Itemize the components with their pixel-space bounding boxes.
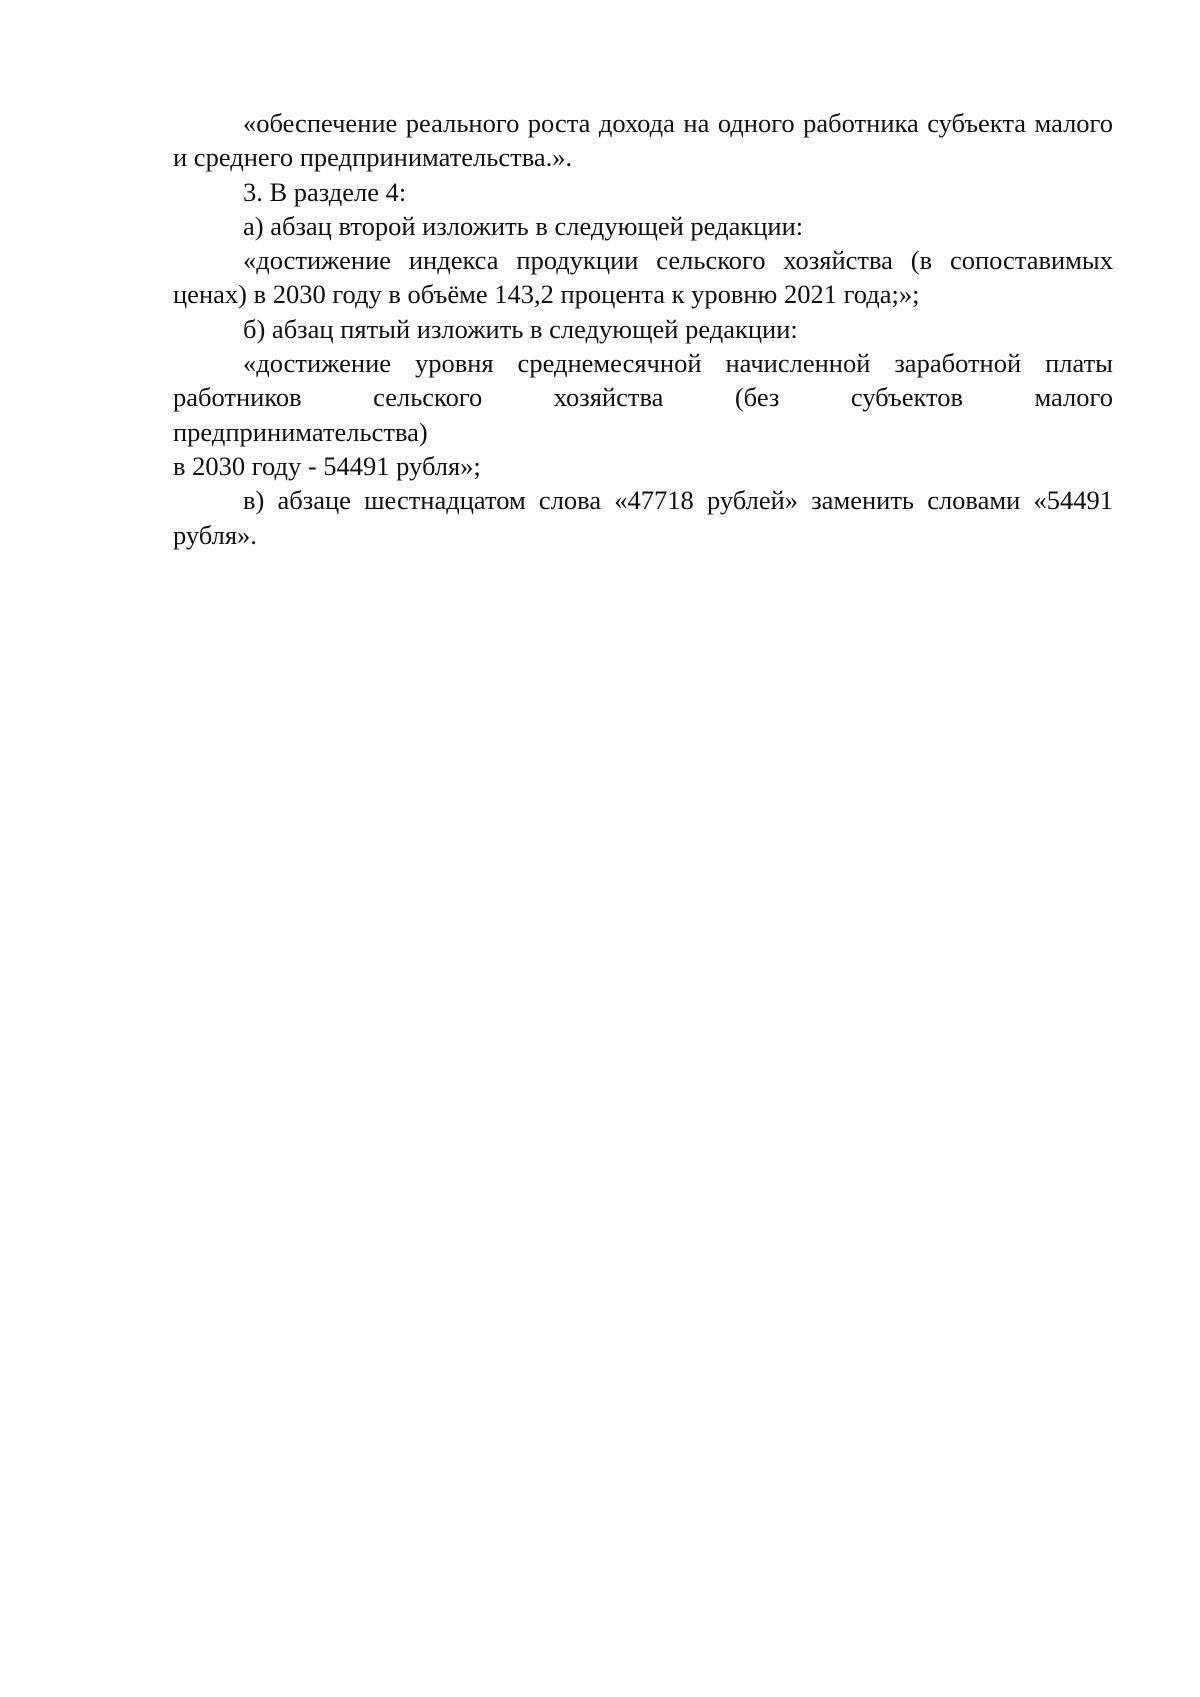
paragraph-wage-level-2030: в 2030 году - 54491 рубля»; xyxy=(173,450,481,481)
paragraph-section-4-heading: 3. В разделе 4: xyxy=(243,176,407,207)
paragraph-income-growth: «обеспечение реального роста дохода на одного работника субъекта малого и среднего предпринимательства.». xyxy=(173,108,1113,173)
paragraph-wage-level-line3: предпринимательства) xyxy=(173,416,428,447)
paragraph-item-a: а) абзац второй изложить в следующей редакции: xyxy=(243,210,804,241)
paragraph-agri-production-index: «достижение индекса продукции сельского хозяйства (в сопоставимых ценах) в 2030 году в объёме 143,2 процента к уровню 2021 года;»; xyxy=(173,245,1113,310)
paragraph-wage-level-line1: «достижение уровня среднемесячной начисленной заработной платы xyxy=(243,348,1113,379)
paragraph-item-b: б) абзац пятый изложить в следующей редакции: xyxy=(243,313,798,344)
paragraph-wage-level-line2: работников сельского хозяйства (без субъектов малого xyxy=(173,382,1113,413)
document-page xyxy=(173,106,1113,552)
paragraph-item-v: в) абзаце шестнадцатом слова «47718 рублей» заменить словами «54491 рубля». xyxy=(173,485,1113,550)
